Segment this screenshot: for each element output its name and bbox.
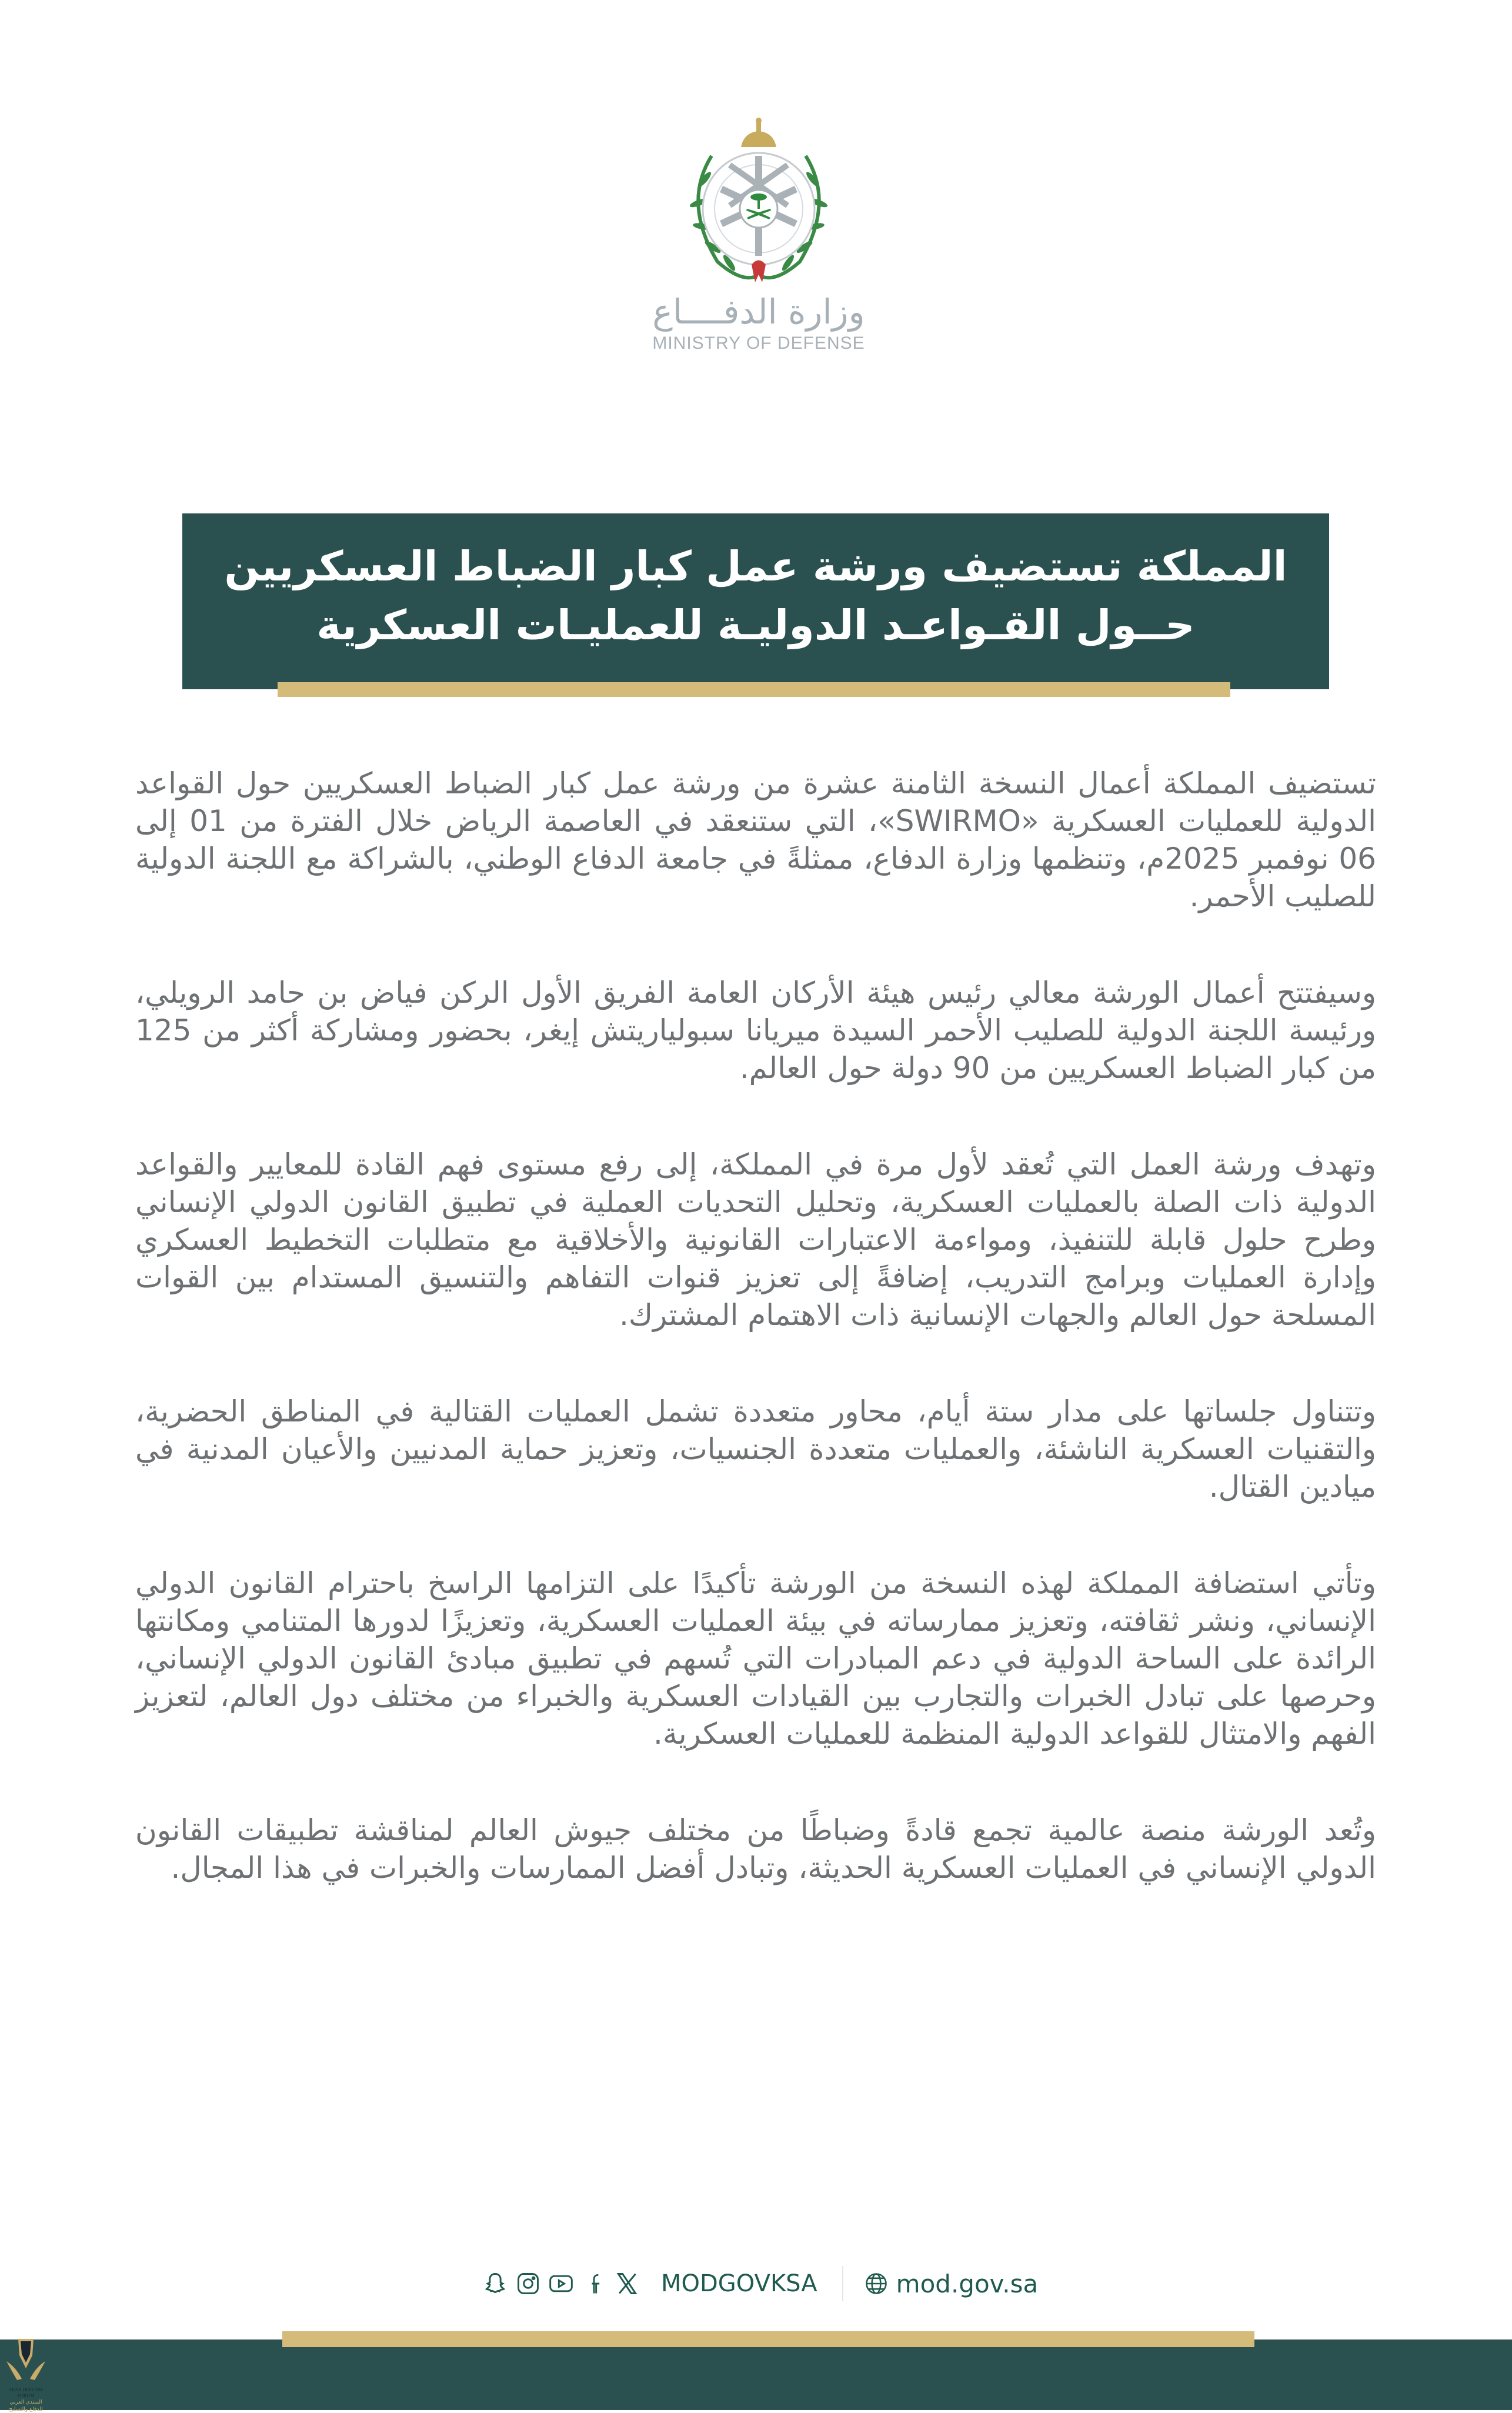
- page-title: [182, 537, 1329, 655]
- title-line-1: المملكة تستضيف ورشة عمل كبار الضباط العسكريين: [224, 542, 1287, 590]
- footer-divider: [842, 2266, 843, 2301]
- youtube-icon[interactable]: [548, 2271, 574, 2297]
- watermark-name-english: ARAB DEFENSE FORUM: [8, 2387, 44, 2398]
- arab-defense-forum-logo-icon: [5, 2338, 46, 2385]
- article-paragraph: وتهدف ورشة العمل التي تُعقد لأول مرة في المملكة، إلى رفع مستوى فهم القادة للمعايير والقواعد الدولية ذات الصلة بالعمليات العسكرية، وتحليل التحديات العملية في تطبيق القانون الدولي الإنساني وطرح حلول قابلة للتنفيذ، ومواءمة الاعتبارات القانونية والأخلاقية مع متطلبات التخطيط العسكري وإدارة العمليات وبرامج التدريب، إضافةً إلى تعزيز قنوات التفاهم والتنسيق المستدام بين القوات المسلحة حول العالم والجهات الإنسانية ذات الاهتمام المشترك.: [135, 1147, 1376, 1332]
- ministry-name-english: MINISTRY OF DEFENSE: [652, 333, 865, 353]
- watermark-name-arabic: المنتدى العربي للدفاع والتسليح: [9, 2399, 43, 2412]
- instagram-icon[interactable]: [515, 2271, 541, 2297]
- globe-icon: [863, 2271, 889, 2297]
- snapchat-icon[interactable]: [482, 2271, 508, 2297]
- social-links: [482, 2267, 1038, 2300]
- title-accent-bar: [278, 682, 1230, 697]
- footer-accent-bar: [282, 2331, 1254, 2347]
- article-paragraph: وتتناول جلساتها على مدار ستة أيام، محاور متعددة تشمل العمليات القتالية في المناطق الحضرية، والتقنيات العسكرية الناشئة، والعمليات متعددة الجنسيات، وتعزيز حماية المدنيين والأعيان المدنية في ميادين القتال.: [135, 1394, 1376, 1504]
- website-link[interactable]: mod.gov.sa: [896, 2269, 1039, 2298]
- arab-defense-forum-watermark: [2, 2338, 49, 2412]
- facebook-icon[interactable]: [581, 2271, 607, 2297]
- article-paragraph: وتُعد الورشة منصة عالمية تجمع قادةً وضباطًا من مختلف جيوش العالم لمناقشة تطبيقات القانون الدولي الإنساني في العمليات العسكرية الحديثة، وتبادل أفضل الممارسات والخبرات في هذا المجال.: [135, 1813, 1376, 1885]
- ministry-logo: [641, 115, 876, 362]
- article-paragraph: تستضيف المملكة أعمال النسخة الثامنة عشرة من ورشة عمل كبار الضباط العسكريين حول القواعد الدولية للعمليات العسكرية «SWIRMO»، التي ستنعقد في العاصمة الرياض خلال الفترة من 01 إلى 06 نوفمبر 2025م، وتنظمها وزارة الدفاع، ممثلةً في جامعة الدفاع الوطني، بالشراكة مع اللجنة الدولية للصليب الأحمر.: [135, 766, 1376, 913]
- ministry-emblem-icon: [676, 115, 841, 291]
- title-line-2: حــول القـواعـد الدوليـة للعمليـات العسكرية: [316, 601, 1195, 649]
- title-banner: [182, 513, 1329, 689]
- ministry-name-arabic: وزارة الدفــــاع: [652, 292, 865, 332]
- footer-band: [0, 2339, 1512, 2410]
- article-paragraph: وتأتي استضافة المملكة لهذه النسخة من الورشة تأكيدًا على التزامها الراسخ باحترام القانون الدولي الإنساني، ونشر ثقافته، وتعزيز ممارساته في بيئة العمليات العسكرية، وتعزيزًا لدورها المتنامي ومكانتها الرائدة على الساحة الدولية في دعم المبادرات التي تُسهم في تطبيق مبادئ القانون الدولي الإنساني، وحرصها على تبادل الخبرات والتجارب بين القيادات العسكرية والخبراء من مختلف دول العالم، لتعزيز الفهم والامتثال للقواعد الدولية المنظمة للعمليات العسكرية.: [135, 1566, 1376, 1751]
- article-body: [135, 765, 1376, 1945]
- article-paragraph: وسيفتتح أعمال الورشة معالي رئيس هيئة الأركان العامة الفريق الأول الركن فياض بن حامد الرويلي، ورئيسة اللجنة الدولية للصليب الأحمر السيدة ميريانا سبولياريتش إيغر، بحضور ومشاركة أكثر من 125 من كبار الضباط العسكريين من 90 دولة حول العالم.: [135, 976, 1376, 1085]
- social-handle[interactable]: MODGOVKSA: [661, 2270, 817, 2297]
- x-icon[interactable]: [614, 2271, 640, 2297]
